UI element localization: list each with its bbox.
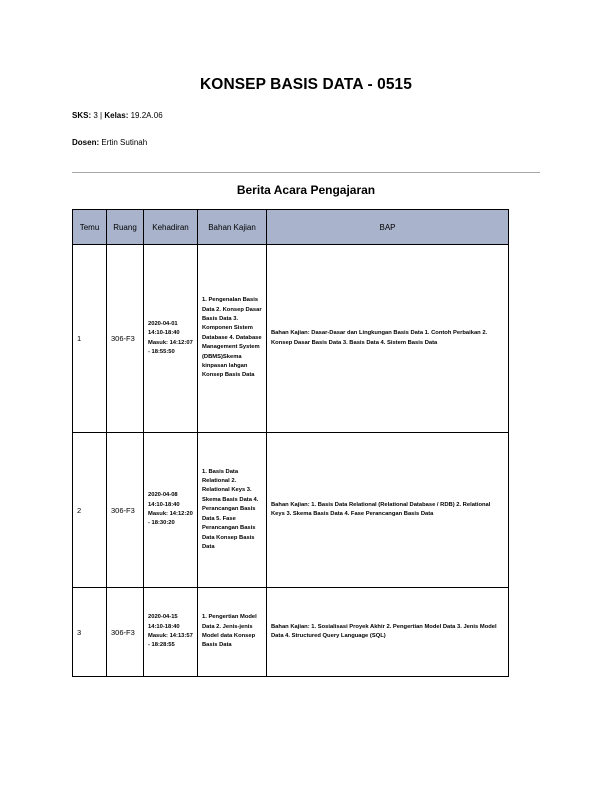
cell-ruang: 306-F3 — [107, 245, 144, 433]
dosen-line — [72, 138, 147, 147]
kelas-value: 19.2A.06 — [130, 111, 163, 120]
dosen-label: Dosen: — [72, 138, 100, 147]
sks-kelas-line — [72, 111, 163, 120]
separator: | — [100, 111, 103, 120]
table-row — [73, 588, 509, 677]
header-bap: BAP — [267, 210, 509, 245]
header-ruang: Ruang — [107, 210, 144, 245]
table-row — [73, 433, 509, 588]
cell-bap: Bahan Kajian: Dasar-Dasar dan Lingkungan Basis Data 1. Contoh Perbaikan 2. Konsep Dasar Basis Data 3. Basis Data 4. Sistem Basis Data — [267, 245, 509, 433]
cell-kehadiran: 2020-04-15 14:10-18:40 Masuk: 14:13:57 - 18:28:55 — [144, 588, 198, 677]
header-temu: Temu — [73, 210, 107, 245]
section-title: Berita Acara Pengajaran — [236, 183, 376, 197]
divider — [72, 172, 540, 173]
sks-label: SKS: — [72, 111, 92, 120]
cell-bahan-kajian: 1. Basis Data Relational 2. Relational Keys 3. Skema Basis Data 4. Perancangan Basis Data 5. Fase Perancangan Basis Data Konsep Basis Data — [198, 433, 267, 588]
sks-value: 3 — [93, 111, 98, 120]
header-bahan-kajian: Bahan Kajian — [198, 210, 267, 245]
cell-ruang: 306-F3 — [107, 588, 144, 677]
page-title: KONSEP BASIS DATA - 0515 — [200, 76, 412, 93]
cell-temu: 2 — [73, 433, 107, 588]
header-kehadiran: Kehadiran — [144, 210, 198, 245]
cell-temu: 1 — [73, 245, 107, 433]
cell-bahan-kajian: 1. Pengertian Model Data 2. Jenis-jenis Model data Konsep Basis Data — [198, 588, 267, 677]
cell-ruang: 306-F3 — [107, 433, 144, 588]
kelas-label: Kelas: — [104, 111, 129, 120]
table-row — [73, 245, 509, 433]
cell-kehadiran: 2020-04-01 14:10-18:40 Masuk: 14:12:07 - 18:55:50 — [144, 245, 198, 433]
bap-table — [72, 209, 509, 677]
dosen-value: Ertin Sutinah — [101, 138, 148, 147]
cell-temu: 3 — [73, 588, 107, 677]
table-header-row — [73, 210, 509, 245]
cell-bahan-kajian: 1. Pengenalan Basis Data 2. Konsep Dasar Basis Data 3. Komponen Sistem Database 4. Database Management System (DBMS)Skema kinpasan lahgan Konsep Basis Data — [198, 245, 267, 433]
cell-kehadiran: 2020-04-08 14:10-18:40 Masuk: 14:12:20 - 18:30:20 — [144, 433, 198, 588]
cell-bap: Bahan Kajian: 1. Sosialisasi Proyek Akhir 2. Pengertian Model Data 3. Jenis Model Data 4. Structured Query Language (SQL) — [267, 588, 509, 677]
cell-bap: Bahan Kajian: 1. Basis Data Relational (Relational Database / RDB) 2. Relational Keys 3. Skema Basis Data 4. Fase Perancangan Basis Data — [267, 433, 509, 588]
